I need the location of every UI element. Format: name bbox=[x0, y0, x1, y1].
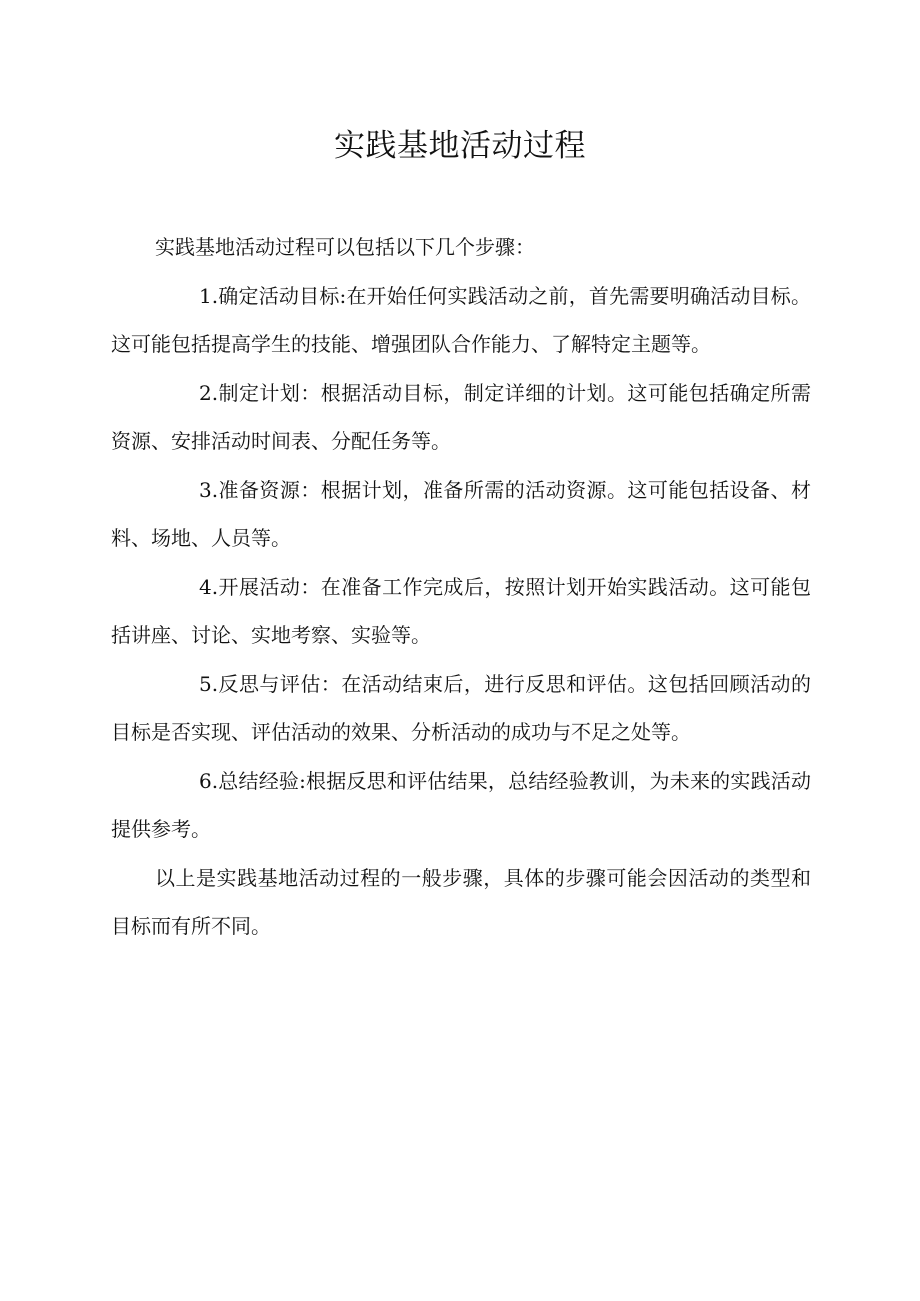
step-text-3: .准备资源：根据计划，准备所需的活动资源。这可能包括设备、材料、场地、人员等。 bbox=[111, 478, 811, 550]
step-paragraph-5 bbox=[111, 660, 811, 756]
conclusion-paragraph: 以上是实践基地活动过程的一般步骤，具体的步骤可能会因活动的类型和目标而有所不同。 bbox=[111, 866, 811, 938]
step-paragraph-3 bbox=[111, 466, 811, 562]
intro-paragraph: 实践基地活动过程可以包括以下几个步骤： bbox=[155, 235, 535, 259]
step-number-2: 2 bbox=[199, 381, 212, 405]
step-paragraph-2 bbox=[111, 369, 811, 465]
step-text-6: .总结经验:根据反思和评估结果，总结经验教训，为未来的实践活动提供参考。 bbox=[111, 769, 811, 841]
step-paragraph-6 bbox=[111, 757, 811, 853]
step-text-2: .制定计划：根据活动目标，制定详细的计划。这可能包括确定所需资源、安排活动时间表、分配任务等。 bbox=[111, 381, 811, 453]
step-number-4: 4 bbox=[199, 575, 212, 599]
step-number-3: 3 bbox=[199, 478, 212, 502]
step-text-5: .反思与评估：在活动结束后，进行反思和评估。这包括回顾活动的目标是否实现、评估活动的效果、分析活动的成功与不足之处等。 bbox=[111, 672, 811, 744]
step-text-1: .确定活动目标:在开始任何实践活动之前，首先需要明确活动目标。这可能包括提高学生的技能、增强团队合作能力、了解特定主题等。 bbox=[111, 284, 811, 356]
step-paragraph-4 bbox=[111, 563, 811, 659]
document-title: 实践基地活动过程 bbox=[334, 128, 586, 164]
step-text-4: .开展活动：在准备工作完成后，按照计划开始实践活动。这可能包括讲座、讨论、实地考察、实验等。 bbox=[111, 575, 811, 647]
step-number-1: 1 bbox=[199, 284, 212, 308]
step-number-5: 5 bbox=[199, 672, 212, 696]
step-number-6: 6 bbox=[199, 769, 212, 793]
step-paragraph-1 bbox=[111, 272, 811, 368]
document-body bbox=[111, 223, 811, 951]
